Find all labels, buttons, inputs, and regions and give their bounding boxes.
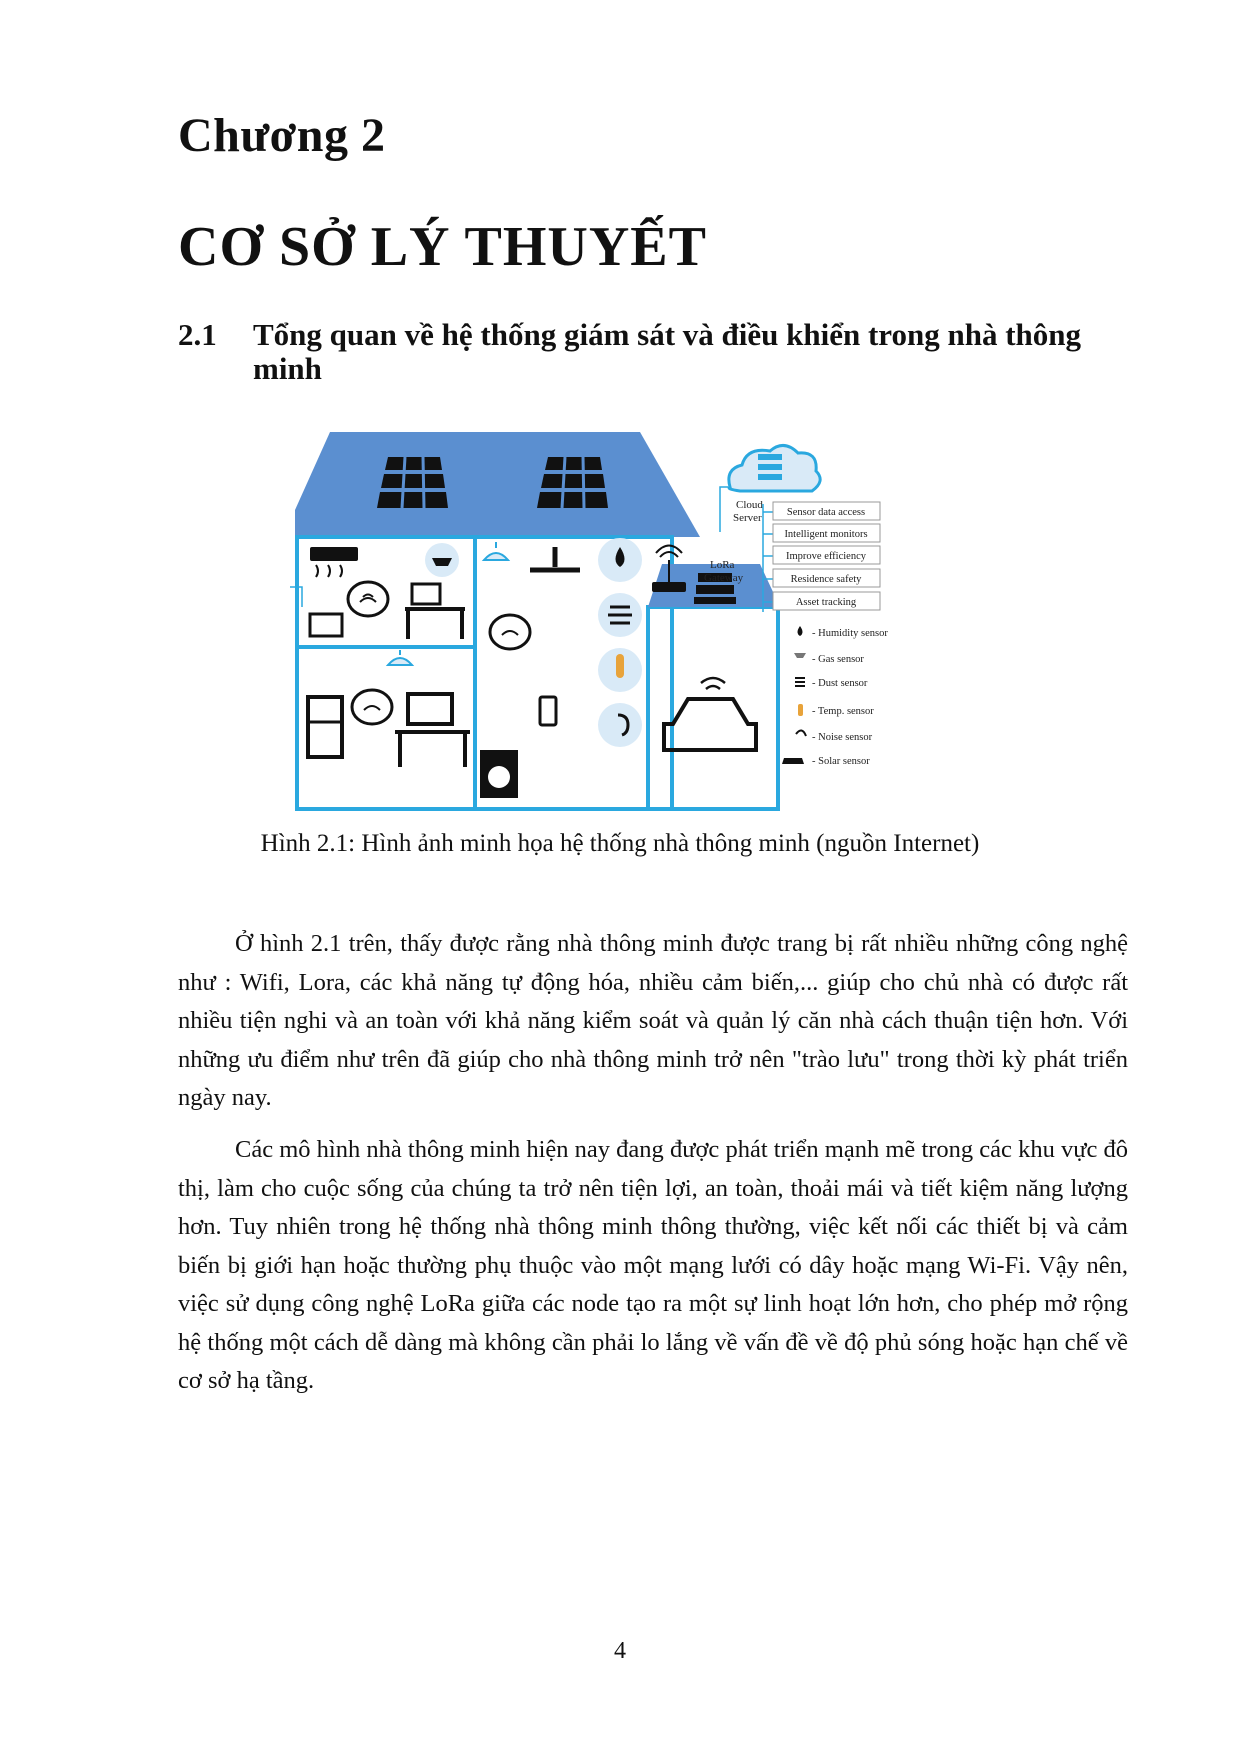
service-item: Asset tracking — [795, 597, 857, 608]
paragraph-1: Ở hình 2.1 trên, thấy được rằng nhà thông minh được trang bị rất nhiều những công nghệ như : Wifi, Lora, các khả năng tự động hóa, nhiều cảm biến,... giúp cho chủ nhà có được rất nhiều tiện nghi và an toàn với khả năng kiểm soát và quản lý căn nhà cách thuận tiện hơn. Với những ưu điểm như trên đã giúp cho nhà thông minh trở nên "trào lưu" trong thời kỳ phát triển ngày nay. — [178, 930, 1128, 1111]
chapter-title: CƠ SỞ LÝ THUYẾT — [178, 216, 707, 278]
legend-item: - Gas sensor — [812, 654, 864, 665]
tv-icon — [408, 694, 452, 724]
services-list — [773, 502, 880, 610]
legend-item: - Noise sensor — [812, 732, 873, 743]
solar-panel-right-icon — [537, 457, 608, 508]
gateway-label-1: LoRa — [710, 559, 735, 571]
sensor-legend — [782, 626, 888, 767]
chapter-number: Chương 2 — [178, 109, 386, 162]
legend-item: - Temp. sensor — [812, 706, 874, 717]
service-item: Residence safety — [790, 574, 862, 585]
section-number: 2.1 — [178, 317, 217, 352]
section-heading — [178, 318, 1128, 386]
service-item: Sensor data access — [786, 507, 866, 518]
house-roof — [295, 432, 700, 537]
battery-icon — [310, 614, 342, 636]
solar-panel-left-icon — [377, 457, 448, 508]
smart-home-illustration — [290, 432, 1010, 812]
air-conditioner-icon — [310, 547, 358, 561]
legend-item: - Solar sensor — [812, 756, 870, 767]
ceiling-fan-icon — [530, 547, 580, 570]
service-item: Intelligent monitors — [784, 529, 868, 540]
page-number: 4 — [614, 1638, 626, 1664]
cloud-label-1: Cloud — [736, 499, 763, 511]
fridge-icon — [308, 697, 342, 757]
laptop-icon — [412, 584, 440, 604]
section-title: Tổng quan về hệ thống giám sát và điều khiển trong nhà thông minh — [253, 317, 1082, 386]
gateway-label-2: Gateway — [704, 572, 744, 584]
lora-gateway-icon — [652, 582, 686, 592]
figure-caption: Hình 2.1: Hình ảnh minh họa hệ thống nhà thông minh (nguồn Internet) — [260, 830, 980, 857]
car-icon — [664, 699, 756, 750]
service-item: Improve efficiency — [786, 551, 866, 562]
legend-item: - Dust sensor — [812, 678, 868, 689]
cloud-label-2: Server — [733, 512, 762, 524]
paragraph-2: Các mô hình nhà thông minh hiện nay đang được phát triển mạnh mẽ trong các khu vực đô thị, làm cho cuộc sống của chúng ta trở nên tiện lợi, an toàn, thoải mái và tiết kiệm năng lượng hơn. Tuy nhiên trong hệ thống nhà thông minh thông thường, việc kết nối các thiết bị và cảm biến bị giới hạn hoặc thường phụ thuộc vào một mạng lưới có dây hoặc mạng Wi-Fi. Vậy nên, việc sử dụng công nghệ LoRa giữa các node tạo ra một sự linh hoạt lớn hơn, cho phép mở rộng hệ thống một cách dễ dàng mà không cần phải lo lắng về vấn đề về độ phủ sóng hoặc hạn chế về cơ sở hạ tầng. — [178, 1136, 1128, 1394]
noise-sensor-icon — [598, 703, 642, 747]
lamp-icon — [388, 650, 412, 665]
phone-icon — [540, 697, 556, 725]
legend-item: - Humidity sensor — [812, 628, 888, 639]
